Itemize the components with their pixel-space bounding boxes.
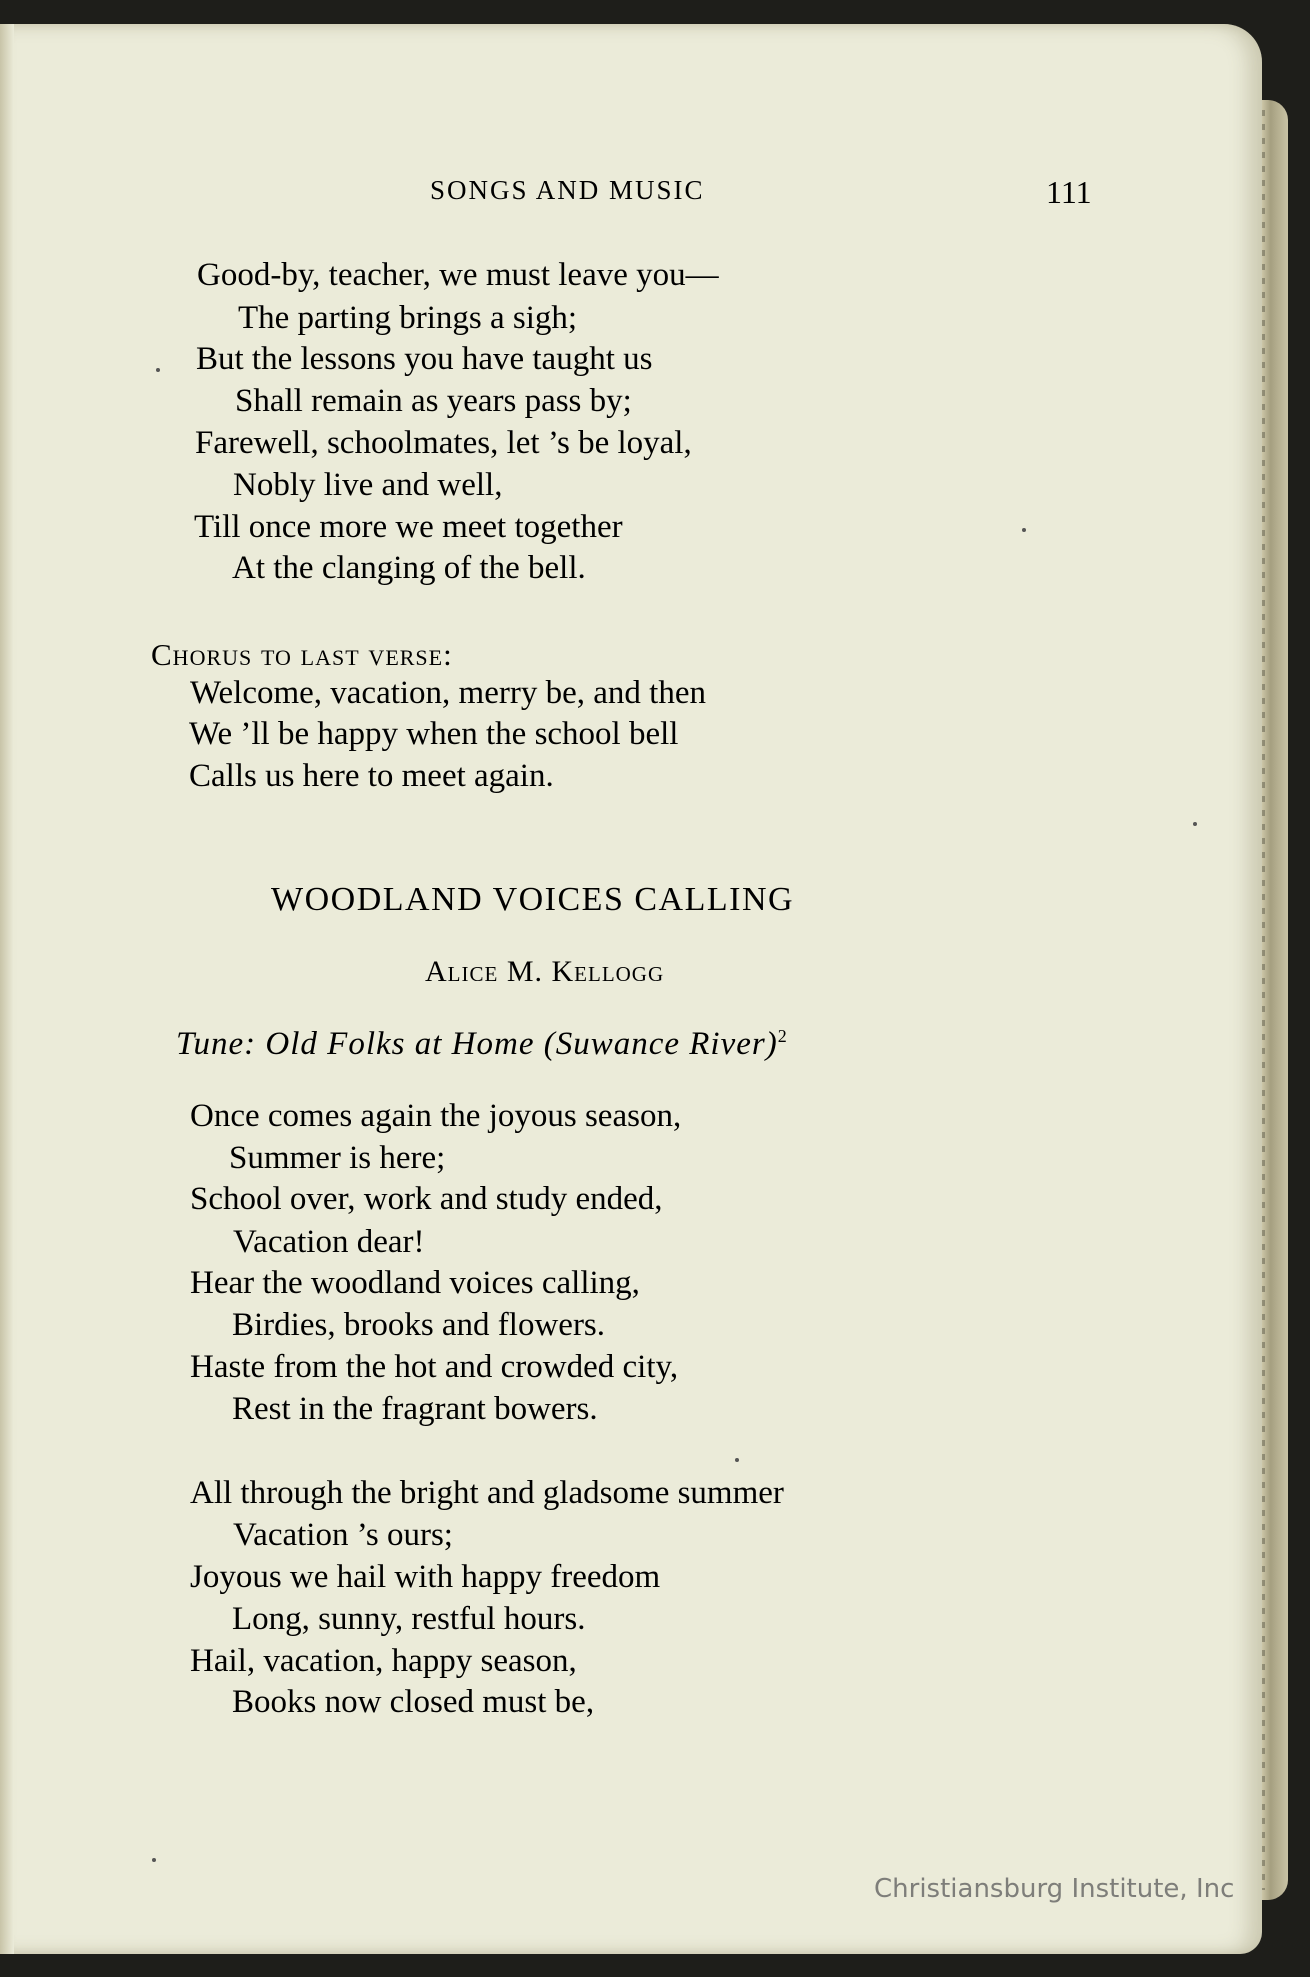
print-speck <box>1022 528 1026 532</box>
stanza-line: Summer is here; <box>229 1140 446 1176</box>
footnote-marker: 2 <box>777 1026 788 1046</box>
chorus-line: Calls us here to meet again. <box>189 758 554 794</box>
print-speck <box>1193 822 1197 826</box>
tune-line <box>176 1026 788 1063</box>
print-speck <box>735 1458 739 1462</box>
song-author: Alice M. Kellogg <box>425 955 665 988</box>
stanza-line: School over, work and study ended, <box>190 1181 663 1217</box>
stanza-line: Vacation ’s ours; <box>233 1517 453 1553</box>
stanza-line: Hear the woodland voices calling, <box>190 1265 640 1301</box>
chorus-label: Chorus to last verse: <box>151 637 453 672</box>
stanza-line: Vacation dear! <box>233 1224 425 1260</box>
page-gutter <box>0 24 14 1954</box>
verse-line: Nobly live and well, <box>233 467 503 503</box>
stanza-line: Rest in the fragrant bowers. <box>232 1391 598 1427</box>
page-edge-line <box>1262 110 1265 1890</box>
verse-line: But the lessons you have taught us <box>196 341 653 377</box>
watermark: Christiansburg Institute, Inc <box>874 1874 1235 1904</box>
print-speck <box>152 1858 156 1862</box>
stanza-line: Books now closed must be, <box>232 1684 595 1720</box>
verse-line: At the clanging of the bell. <box>232 550 586 586</box>
chorus-line: We ’ll be happy when the school bell <box>189 716 679 752</box>
stanza-line: Birdies, brooks and flowers. <box>232 1307 606 1343</box>
print-speck <box>156 368 160 372</box>
page-number: 111 <box>1046 174 1092 210</box>
running-head: SONGS AND MUSIC <box>430 175 705 205</box>
chorus-line: Welcome, vacation, merry be, and then <box>190 675 706 711</box>
stanza-line: Long, sunny, restful hours. <box>232 1601 586 1637</box>
stanza-line: Joyous we hail with happy freedom <box>190 1559 661 1595</box>
tune-text: Tune: Old Folks at Home (Suwance River) <box>176 1026 778 1062</box>
verse-line: Good-by, teacher, we must leave you— <box>197 257 719 293</box>
stanza-line: Hail, vacation, happy season, <box>190 1643 577 1679</box>
stanza-line: All through the bright and gladsome summer <box>190 1475 784 1511</box>
stanza-line: Haste from the hot and crowded city, <box>190 1349 679 1385</box>
verse-line: Till once more we meet together <box>194 509 623 545</box>
verse-line: Shall remain as years pass by; <box>235 383 632 419</box>
verse-line: The parting brings a sigh; <box>238 300 578 336</box>
stanza-line: Once comes again the joyous season, <box>190 1098 682 1134</box>
song-title: WOODLAND VOICES CALLING <box>271 881 795 918</box>
verse-line: Farewell, schoolmates, let ’s be loyal, <box>195 425 692 461</box>
